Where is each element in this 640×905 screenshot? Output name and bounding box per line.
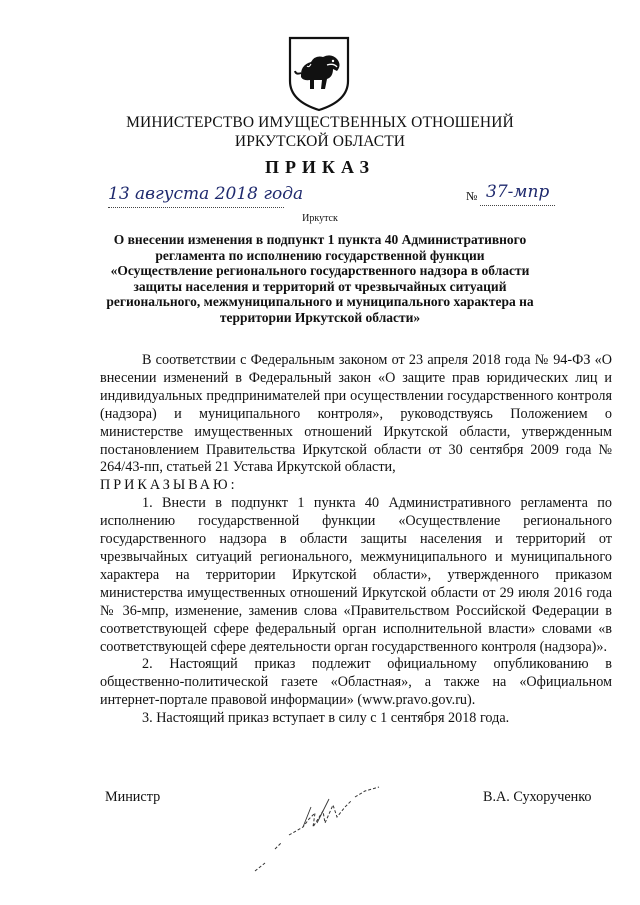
- order-word: ПРИКАЗЫВАЮ:: [100, 477, 238, 494]
- order-item-1: 1. Внести в подпункт 1 пункта 40 Административного регламента по исполнению государственной функции «Осуществление регионального государственного надзора в области защиты населения и территорий от чрезвычайных ситуаций регионального, межмуниципального и муниципального характера на территории Иркутской области», утвержденного приказом министерства имущественных отношений Иркутской области от 29 июля 2016 года № 36-мпр, изменение, заменив слова «Правительством Российской Федерации в соответствующей сфере федеральный орган исполнительной власти» словами «в соответствующей сфере деятельности орган государственного контроля (надзора)».: [100, 495, 612, 655]
- order-date: 13 августа 2018 года: [108, 184, 304, 204]
- signatory-name: В.А. Сухорученко: [483, 789, 592, 805]
- number-label: №: [466, 189, 478, 203]
- ministry-name-line1: МИНИСТЕРСТВО ИМУЩЕСТВЕННЫХ ОТНОШЕНИЙ: [126, 114, 514, 131]
- heading-line: «Осуществление регионального государственного надзора в области: [110, 263, 530, 278]
- order-number: 37-мпр: [486, 182, 550, 202]
- heading-line: О внесении изменения в подпункт 1 пункта 40 Административного: [113, 232, 527, 247]
- city-label: Иркутск: [302, 213, 338, 224]
- order-body: [100, 352, 612, 728]
- signatory-position: Министр: [105, 789, 161, 805]
- order-item-2: 2. Настоящий приказ подлежит официальному опубликованию в общественно-политической газете «Областная», а также на «Официальном интернет-портале правовой информации» (www.pravo.gov.ru).: [100, 656, 612, 709]
- handwritten-signature: [245, 783, 395, 878]
- ministry-name-line2: ИРКУТСКОЙ ОБЛАСТИ: [234, 133, 406, 150]
- irkutsk-coat-of-arms-icon: [287, 35, 351, 113]
- heading-line: территории Иркутской области»: [219, 309, 421, 325]
- date-underline: [108, 207, 284, 208]
- heading-line: регламента по исполнению государственной функции: [155, 247, 485, 263]
- document-type-title: ПРИКАЗ: [264, 157, 376, 177]
- order-item-3: 3. Настоящий приказ вступает в силу с 1 сентября 2018 года.: [142, 710, 510, 727]
- number-underline: [480, 205, 555, 206]
- heading-line: защиты населения и территорий от чрезвычайных ситуаций: [133, 278, 507, 294]
- preamble-paragraph: В соответствии с Федеральным законом от 23 апреля 2018 года № 94-ФЗ «О внесении изменений в Федеральный закон «О защите прав юридических лиц и индивидуальных предпринимателей при осуществлении государственного контроля (надзора) и муниципального контроля», руководствуясь Положением о министерстве имущественных отношений Иркутской области, утвержденным постановлением Правительства Иркутской области от 30 сентября 2009 года № 264/43-пп, статьей 21 Устава Иркутской области,: [100, 352, 612, 476]
- order-heading: [105, 232, 535, 325]
- heading-line: регионального, межмуниципального и муниципального характера на: [106, 294, 534, 309]
